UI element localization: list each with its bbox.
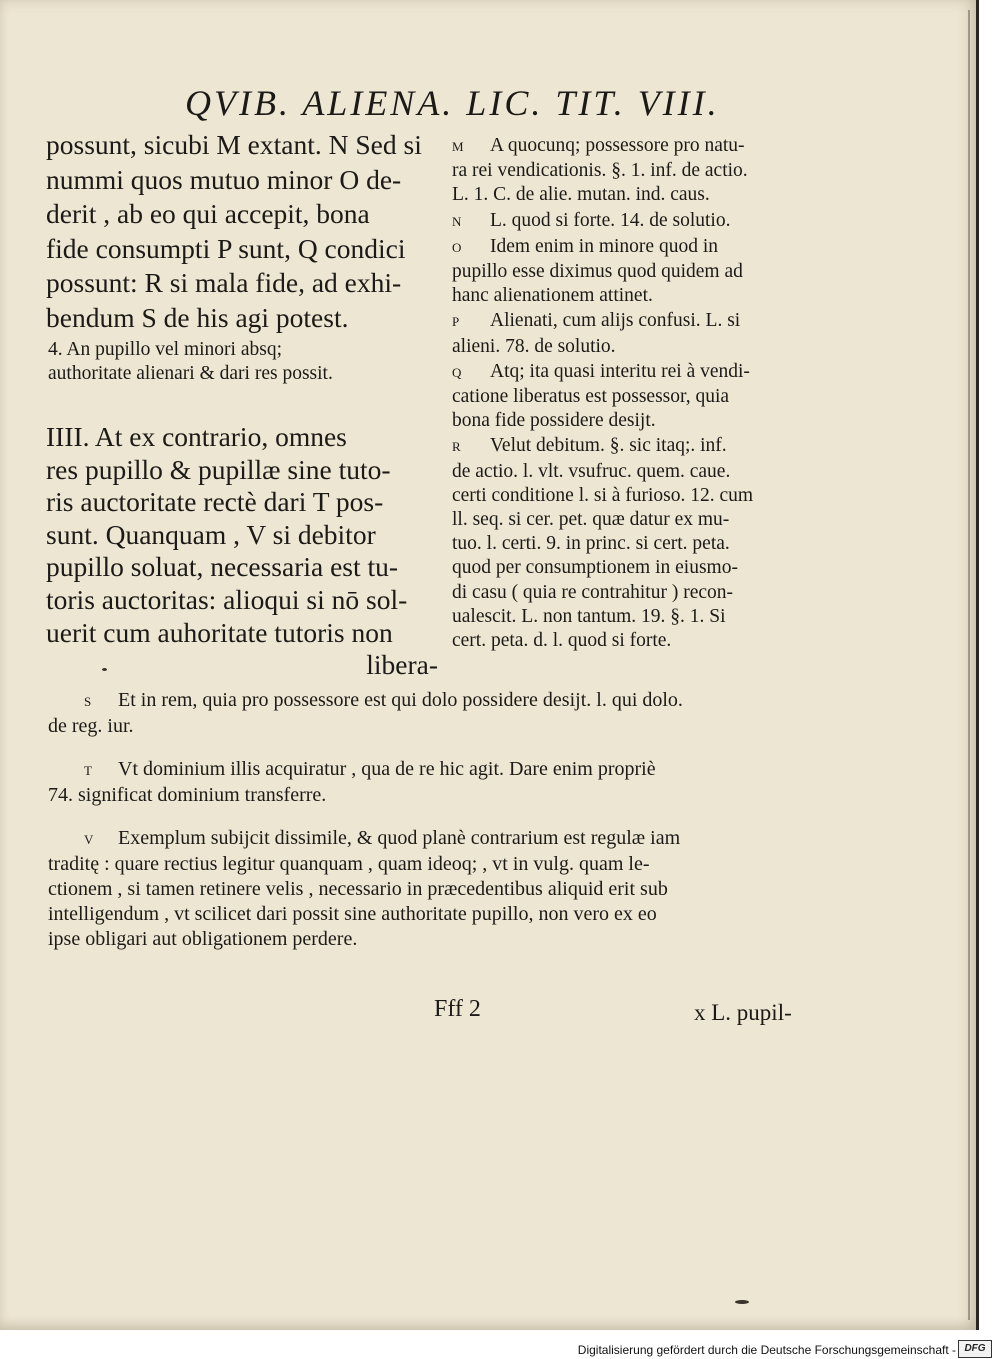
- note-text: A quocunq; possessore pro natu-: [490, 135, 745, 156]
- note-mark: R: [452, 439, 462, 455]
- section-text-line: libera-: [366, 649, 438, 681]
- note-line: quod per consumptionem in eiusmo-: [452, 557, 738, 579]
- note-line: cert. peta. d. l. quod si forte.: [452, 630, 672, 652]
- footnote: [48, 757, 828, 808]
- footnote-mark: V: [84, 832, 94, 847]
- marginal-note: [452, 360, 832, 434]
- main-text-line: possunt: R si mala fide, ad exhi-: [46, 267, 402, 298]
- note-mark: M: [452, 139, 465, 154]
- marginal-note: [452, 309, 832, 358]
- marginal-note: [452, 134, 832, 208]
- note-line: certi conditione l. si à furioso. 12. cum: [452, 484, 754, 506]
- footnote-mark: S: [84, 694, 92, 709]
- section-summary-line: authoritate alienari & dari res possit.: [48, 363, 333, 384]
- note-text: Velut debitum. §. sic itaq;. inf.: [490, 435, 727, 457]
- note-text: Atq; ita quasi interitu rei à vendi-: [490, 360, 750, 382]
- note-line: bona fide possidere desijt.: [452, 410, 656, 432]
- main-text: [46, 128, 438, 335]
- section-summary: [48, 338, 438, 386]
- note-text: L. quod si forte. 14. de solutio.: [490, 209, 731, 231]
- footnote-line: [48, 688, 828, 714]
- note-mark: N: [452, 213, 463, 229]
- main-text-line: derit , ab eo qui accepit, bona: [46, 198, 370, 229]
- footnotes: [48, 688, 828, 970]
- ink-speck: [102, 668, 107, 671]
- section-text-line: sunt. Quanquam , V si debitor: [46, 518, 376, 550]
- note-line: [452, 235, 832, 260]
- note-line: alieni. 78. de solutio.: [452, 335, 616, 357]
- catchword: x L. pupil-: [694, 1000, 792, 1025]
- running-head: QVIB. ALIENA. LIC. TIT. VIII.: [185, 83, 720, 123]
- footnote-text: Vt dominium illis acquiratur , qua de re hic agit. Dare enim propriè: [118, 758, 656, 780]
- footnote-line: de reg. iur.: [48, 715, 134, 737]
- footnote: [48, 826, 828, 952]
- section-text-line: ris auctoritate rectè dari T pos-: [46, 486, 384, 518]
- dfg-logo-icon: DFG: [958, 1340, 992, 1358]
- note-line: catione liberatus est possessor, quia: [452, 386, 730, 408]
- footnote-text: Et in rem, quia pro possessore est qui dolo possidere desijt. l. qui dolo.: [118, 689, 683, 711]
- note-mark: Q: [452, 364, 463, 380]
- section-text-line: IIII. At ex contrario, omnes: [46, 421, 347, 452]
- note-line: [452, 360, 832, 385]
- ink-speck: [735, 1300, 749, 1304]
- note-text: Alienati, cum alijs confusi. L. si: [490, 310, 741, 332]
- main-text-line: nummi quos mutuo minor O de-: [46, 163, 402, 195]
- marginal-notes: [452, 134, 832, 654]
- main-text-line: fide consumpti P sunt, Q condici: [46, 232, 406, 264]
- footnote-line: [48, 757, 828, 783]
- footnote: [48, 688, 828, 739]
- section-text: [46, 421, 438, 682]
- signature-mark: Fff 2: [434, 996, 481, 1022]
- footnote-line: 74. significat dominium transferre.: [48, 784, 327, 806]
- note-line: pupillo esse diximus quod quidem ad: [452, 261, 743, 283]
- footnote-line: intelligendum , vt scilicet dari possit sine authoritate pupillo, non vero ex eo: [48, 903, 657, 925]
- section-text-line: res pupillo & pupillæ sine tuto-: [46, 453, 391, 485]
- note-line: hanc alienationem attinet.: [452, 285, 653, 307]
- footnote-mark: T: [84, 763, 92, 778]
- section-text-line: uerit cum auhoritate tutoris non: [46, 616, 393, 648]
- note-line: L. 1. C. de alie. mutan. ind. caus.: [452, 184, 710, 206]
- section-summary-line: 4. An pupillo vel minori absq;: [48, 339, 282, 360]
- section-text-line: pupillo soluat, necessaria est tu-: [46, 551, 399, 583]
- marginal-note: [452, 209, 832, 234]
- main-text-line: possunt, sicubi M extant. N Sed si: [46, 129, 422, 160]
- footnote-line: ctionem , si tamen retinere velis , necessario in præcedentibus aliquid erit sub: [48, 878, 668, 900]
- marginal-note: [452, 434, 832, 653]
- note-line: ra rei vendicationis. §. 1. inf. de actio.: [452, 160, 748, 182]
- section-text-line: toris auctoritas: alioqui si nō sol-: [46, 583, 408, 615]
- note-line: di casu ( quia re contrahitur ) recon-: [452, 581, 733, 603]
- note-line: de actio. l. vlt. vsufruc. quem. caue.: [452, 460, 731, 482]
- note-line: [452, 309, 832, 334]
- note-text: Idem enim in minore quod in: [490, 235, 719, 257]
- note-mark: P: [452, 314, 461, 330]
- note-line: ualescit. L. non tantum. 19. §. 1. Si: [452, 605, 726, 627]
- note-line: ll. seq. si cer. pet. quæ datur ex mu-: [452, 509, 730, 531]
- footnote-line: traditę : quare rectius legitur quanquam , quam ideoq; , vt in vulg. quam le-: [48, 853, 650, 875]
- footnote-line: [48, 826, 828, 852]
- note-line: [452, 434, 832, 459]
- note-line: [452, 209, 832, 234]
- footnote-text: Exemplum subijcit dissimile, & quod planè contrarium est regulæ iam: [118, 827, 681, 849]
- note-line: tuo. l. certi. 9. in princ. si cert. peta.: [452, 533, 730, 555]
- main-text-line: bendum S de his agi potest.: [46, 301, 349, 333]
- footnote-line: ipse obligari aut obligationem perdere.: [48, 928, 358, 950]
- marginal-note: [452, 235, 832, 309]
- note-line: [452, 134, 832, 159]
- footer-credit: Digitalisierung gefördert durch die Deutsche Forschungsgemeinschaft -: [577, 1343, 956, 1357]
- note-mark: O: [452, 239, 463, 255]
